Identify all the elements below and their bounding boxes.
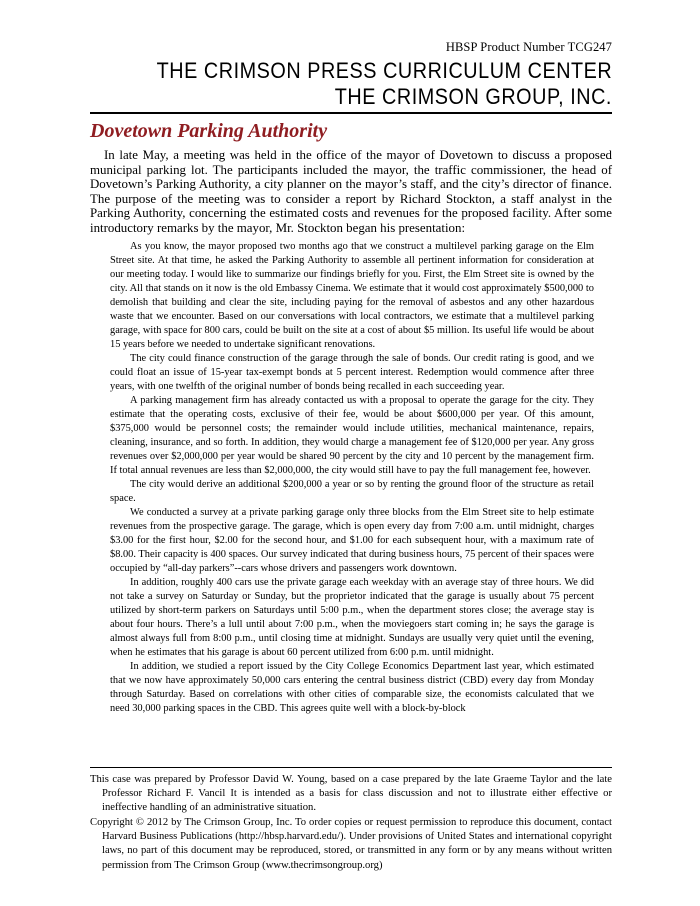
footer-divider [90, 767, 612, 768]
presentation-quote [110, 240, 594, 716]
intro-paragraph: In late May, a meeting was held in the office of the mayor of Dovetown to discuss a proposed municipal parking lot. The participants included the mayor, the traffic commissioner, the head of Dovetown’s Parking Authority, a city planner on the mayor’s staff, and the city’s director of finance. The purpose of the meeting was to consider a report by Richard Stockton, a staff analyst in the Parking Authority, concerning the estimated costs and revenues for the proposed facility. After some introductory remarks by the mayor, Mr. Stockton began his presentation: [90, 148, 612, 235]
quote-paragraph: A parking management firm has already contacted us with a proposal to operate the garage for the city. They estimate that the operating costs, exclusive of their fee, would be about $600,000 per year. Of this amount, $375,000 would be personnel costs; the remainder would include utilities, mechanical maintenance, repairs, cleaning, insurance, and so forth. In addition, they would charge a management fee of $120,000 per year. Any gross revenues over $2,000,000 per year would be shared 90 percent by the city and 10 percent by the management firm. If total annual revenues are less than $2,000,000, the city would still have to pay the full management fee, however. [110, 395, 594, 476]
quote-paragraph: The city could finance construction of the garage through the sale of bonds. Our credit rating is good, and we could float an issue of 15-year tax-exempt bonds at 5 percent interest. Redemption would commence after three years, with one twelfth of the original number of bonds being recalled in each succeeding year. [110, 353, 594, 392]
publisher-group: THE CRIMSON GROUP, INC. [334, 84, 612, 109]
footer-prepared-by: This case was prepared by Professor David W. Young, based on a case prepared by the late Graeme Taylor and the late Professor Richard F. Vancil It is intended as a basis for class discussion and not to illustrate either effective or ineffective handling of an administrative situation. [90, 774, 612, 814]
footer-copyright: Copyright © 2012 by The Crimson Group, Inc. To order copies or request permission to reproduce this document, contact Harvard Business Publications (http://hbsp.harvard.edu/). Under provisions of United States and international copyright laws, no part of this document may be reproduced, stored, or transmitted in any form or by any means without written permission from The Crimson Group (www.thecrimsongroup.org) [90, 817, 612, 871]
quote-paragraph: As you know, the mayor proposed two months ago that we construct a multilevel parking garage on the Elm Street site. At that time, he asked the Parking Authority to assemble all pertinent information for consideration at our meeting today. I would like to summarize our findings briefly for you. First, the Elm Street site is owned by the city. All that stands on it now is the old Embassy Cinema. We estimate that it would cost approximately $500,000 to demolish that building and clear the site, including paying for the removal of asbestos and any other hazardous waste that we encounter. Based on our conversations with local contractors, we estimate that a multilevel parking garage, with space for 800 cars, could be built on the site at a cost of about $5 million. Its useful life would be about 15 years before we needed to undertake significant renovations. [110, 241, 594, 350]
footer [90, 773, 612, 874]
case-title: Dovetown Parking Authority [90, 120, 328, 142]
header-divider [90, 112, 612, 114]
quote-paragraph: The city would derive an additional $200,000 a year or so by renting the ground floor of the structure as retail space. [110, 479, 594, 504]
product-number: HBSP Product Number TCG247 [445, 40, 612, 54]
quote-paragraph: In addition, we studied a report issued by the City College Economics Department last year, which estimated that we now have approximately 50,000 cars entering the central business district (CBD) every day from Monday through Saturday. Based on correlations with other cities of comparable size, the economists calculated that we need 30,000 parking spaces in the CBD. This agrees quite well with a block-by-block [110, 661, 594, 714]
publisher-name: THE CRIMSON PRESS CURRICULUM CENTER [156, 58, 612, 83]
quote-paragraph: In addition, roughly 400 cars use the private garage each weekday with an average stay of three hours. We did not take a survey on Saturday or Sunday, but the proprietor indicated that the garage is usually about 75 percent utilized by short-term parkers on Saturdays until 5:00 p.m., when the department stores close; the average stay is about four hours. There’s a lull until about 7:00 p.m., when the moviegoers start coming in; he says the garage is almost always full from 8:00 p.m., until closing time at midnight. Sundays are usually very quiet until the evening, when he estimates that his garage is about 60 percent utilized from 6:00 p.m. until midnight. [110, 577, 594, 658]
quote-paragraph: We conducted a survey at a private parking garage only three blocks from the Elm Street site to help estimate revenues from the prospective garage. The garage, which is open every day from 7:00 a.m. until midnight, charges $3.00 for the first hour, $2.00 for the second hour, and $1.00 for each subsequent hour, with a maximum rate of $8.00. Their capacity is 400 spaces. Our survey indicated that during business hours, 75 percent of their spaces were occupied by “all-day parkers”--cars whose drivers and passengers work downtown. [110, 507, 594, 574]
